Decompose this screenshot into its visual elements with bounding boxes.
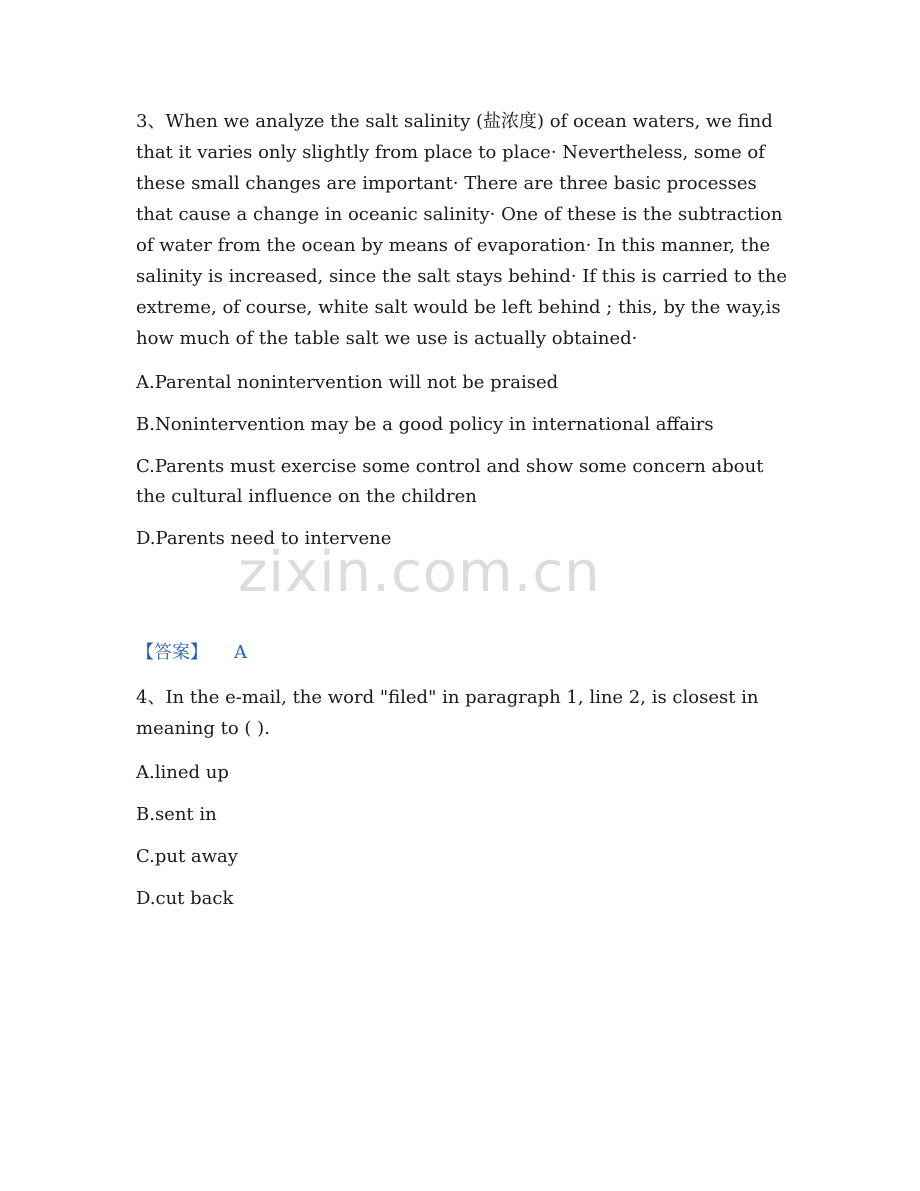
question-3-stem: 3、When we analyze the salt salinity (盐浓度) of ocean waters, we find that it varies only slightly from place to place· Nevertheless, some of these small changes are important· There are three basic processes that cause a change in oceanic salinity· One of these is the subtraction of water from the ocean by means of evaporation· In this manner, the salinity is increased, since the salt stays behind· If this is carried to the extreme, of course, white salt would be left behind ; this, by the way,is how much of the table salt we use is actually obtained· xyxy=(136,111,787,349)
question-3-option-c: C.Parents must exercise some control and show some concern about the cultural influence on the children xyxy=(136,456,764,507)
question-4-option-a: A.lined up xyxy=(136,762,229,783)
question-3-answer xyxy=(136,638,796,668)
question-3-option-a: A.Parental nonintervention will not be praised xyxy=(136,372,559,393)
question-4-option-c: C.put away xyxy=(136,846,238,867)
question-4-stem: 4、In the e-mail, the word "filed" in paragraph 1, line 2, is closest in meaning to ( ). xyxy=(136,687,759,739)
answer-value: A xyxy=(234,642,247,663)
watermark: zixin.com.cn xyxy=(238,540,601,605)
question-4-option-b: B.sent in xyxy=(136,804,217,825)
spacer xyxy=(136,566,796,638)
question-3-option-b: B.Nonintervention may be a good policy in international affairs xyxy=(136,414,714,435)
question-3-option-d: D.Parents need to intervene xyxy=(136,528,392,549)
question-4-option-d: D.cut back xyxy=(136,888,234,909)
question-content xyxy=(136,106,796,926)
answer-label: 【答案】 xyxy=(136,642,208,663)
